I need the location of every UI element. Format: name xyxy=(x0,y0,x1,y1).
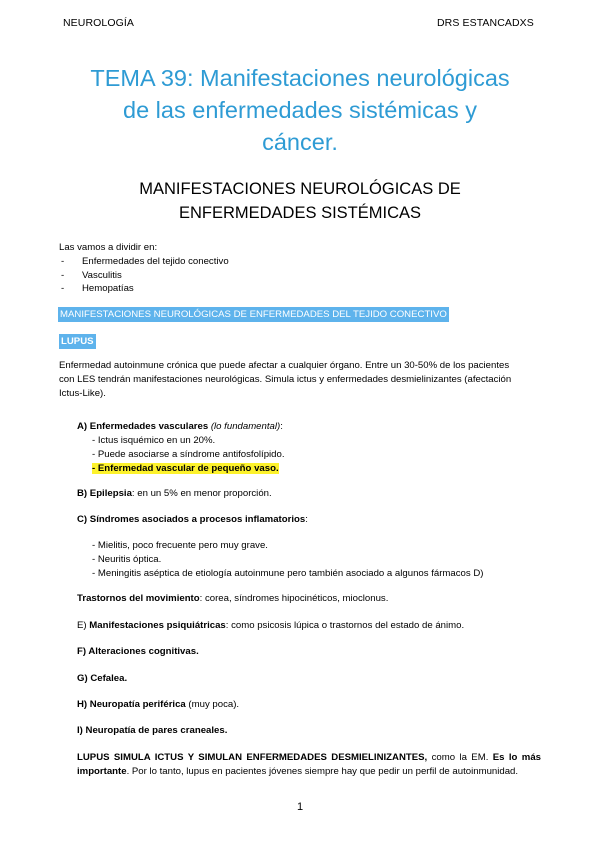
page-number: 1 xyxy=(296,801,304,813)
subtitle-line: MANIFESTACIONES NEUROLÓGICAS DE xyxy=(139,180,461,198)
section-d-text: : corea, síndromes hipocinéticos, mioclonus. xyxy=(199,593,389,604)
section-f: F) Alteraciones cognitivas. xyxy=(77,646,199,657)
list-item: - Hemopatías xyxy=(59,282,229,296)
section-b xyxy=(77,487,541,501)
intro-block xyxy=(59,241,229,296)
header-right: DRS ESTANCADXS xyxy=(437,17,534,29)
list-item: - Vasculitis xyxy=(59,269,229,283)
subtitle-line: ENFERMEDADES SISTÉMICAS xyxy=(178,204,422,222)
title-line: de las enfermedades sistémicas y xyxy=(123,97,477,123)
intro-list xyxy=(59,255,229,296)
section-d-title: Trastornos del movimiento xyxy=(77,593,200,604)
section-h-title: H) Neuropatía periférica xyxy=(77,699,186,710)
final-note-line1 xyxy=(77,751,541,765)
lupus-description xyxy=(59,359,541,400)
intro-lead: Las vamos a dividir en: xyxy=(59,242,158,253)
list-item: - Mielitis, poco frecuente pero muy grave. xyxy=(92,540,268,551)
list-item: - Ictus isquémico en un 20%. xyxy=(92,435,216,446)
list-item-highlighted xyxy=(92,462,285,476)
final-bold: LUPUS SIMULA ICTUS Y SIMULAN ENFERMEDADES DESMIELINIZANTES, xyxy=(77,752,428,763)
title-line: cáncer. xyxy=(262,129,338,155)
section-b-text: : en un 5% en menor proporción. xyxy=(131,488,272,499)
section-d xyxy=(77,592,541,606)
paragraph-line: Enfermedad autoinmune crónica que puede afectar a cualquier órgano. Entre un 30-50% de los pacientes xyxy=(59,360,510,371)
section-a-title: A) Enfermedades vasculares xyxy=(77,421,209,432)
paragraph-line: con LES tendrán manifestaciones neurológicas. Simula ictus y enfermedades desmielinizantes (afectación xyxy=(59,373,512,385)
section-e xyxy=(77,619,541,633)
section-title xyxy=(60,177,540,225)
final-normal: . Por lo tanto, lupus en pacientes jóvenes siempre hay que pedir un perfil de autoinmunidad. xyxy=(126,765,519,777)
section-a xyxy=(77,420,541,434)
document-title xyxy=(40,62,560,158)
final-bold: Es lo más xyxy=(488,752,541,763)
section-c-colon: : xyxy=(305,514,308,525)
final-note xyxy=(77,751,541,779)
list-item: - Enfermedades del tejido conectivo xyxy=(59,255,229,269)
section-e-prefix: E) xyxy=(77,620,90,631)
section-heading: MANIFESTACIONES NEUROLÓGICAS DE ENFERMEDADES DEL TEJIDO CONECTIVO xyxy=(60,309,447,320)
section-c xyxy=(77,513,541,527)
section-c-title: C) Síndromes asociados a procesos inflamatorios xyxy=(77,514,306,525)
section-h-text: (muy poca). xyxy=(185,699,240,710)
list-item: - Neuritis óptica. xyxy=(92,553,162,565)
section-a-note: (lo fundamental) xyxy=(210,421,281,432)
header-left: NEUROLOGÍA xyxy=(63,17,135,29)
paragraph-line: Ictus-Like). xyxy=(59,387,106,399)
section-e-title: Manifestaciones psiquiátricas xyxy=(89,620,226,631)
section-h xyxy=(77,698,541,712)
section-g: G) Cefalea. xyxy=(77,673,128,684)
highlight-text: - Enfermedad vascular de pequeño vaso. xyxy=(92,462,279,474)
list-item: - Meningitis aséptica de etiología autoinmune pero también asociado a algunos fármacos D) xyxy=(92,567,484,579)
section-i: I) Neuropatía de pares craneales. xyxy=(77,725,228,736)
lupus-heading: LUPUS xyxy=(61,336,94,347)
title-line: TEMA 39: Manifestaciones neurológicas xyxy=(90,65,510,91)
section-b-title: B) Epilepsia xyxy=(77,488,132,499)
final-bold: importante xyxy=(77,765,127,777)
section-e-text: : como psicosis lúpica o trastornos del estado de ánimo. xyxy=(225,620,465,631)
section-a-list xyxy=(92,434,285,475)
section-c-list xyxy=(92,539,483,580)
list-item: - Puede asociarse a síndrome antifosfolípido. xyxy=(92,448,285,460)
final-normal: como la EM. xyxy=(427,752,489,763)
final-note-line2 xyxy=(77,765,541,779)
section-a-colon: : xyxy=(280,421,283,432)
